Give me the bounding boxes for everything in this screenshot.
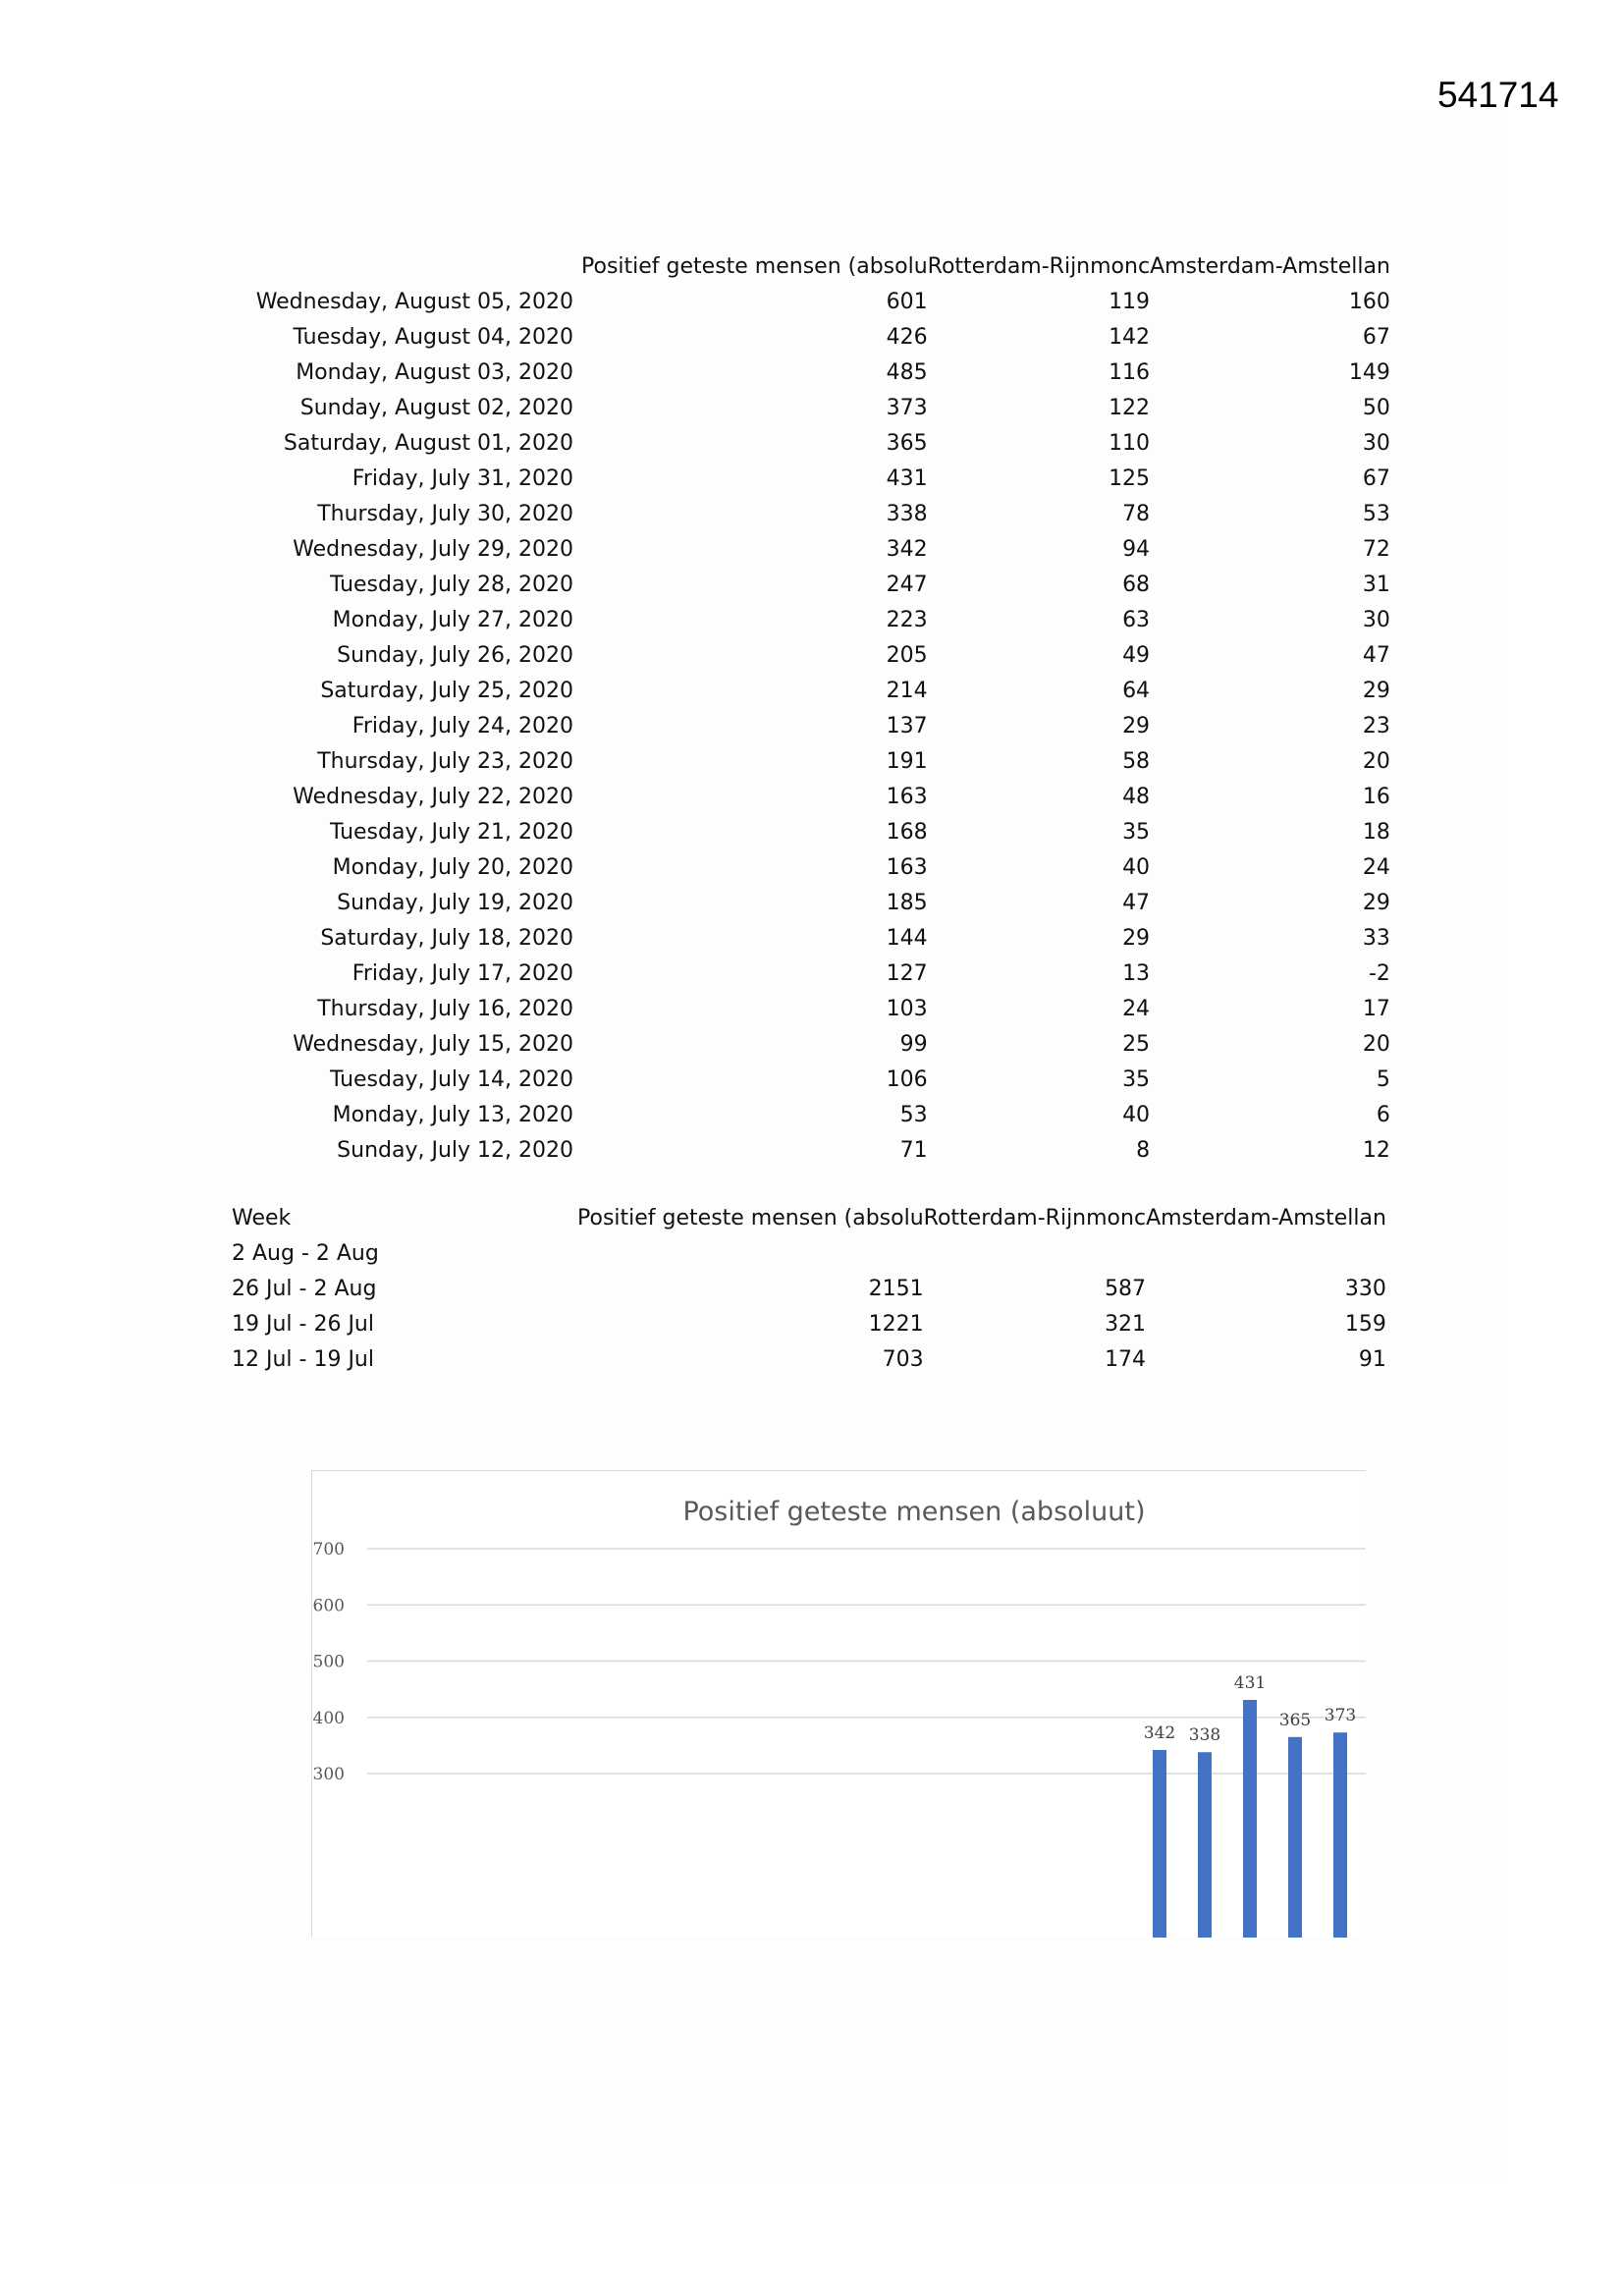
row-date: Wednesday, July 29, 2020 (293, 536, 573, 562)
row-amsterdam: 50 (1362, 395, 1390, 420)
row-amsterdam: 6 (1376, 1102, 1390, 1127)
row-date: Friday, July 24, 2020 (352, 713, 573, 738)
table-row (232, 779, 1390, 814)
table-row (232, 991, 1390, 1026)
row-rotterdam: 47 (1122, 890, 1151, 915)
row-date: Wednesday, July 22, 2020 (293, 784, 573, 809)
row-date: Tuesday, July 21, 2020 (329, 819, 573, 845)
row-date: Monday, July 20, 2020 (332, 854, 573, 880)
y-tick-label: 500 (312, 1652, 345, 1672)
week-rotterdam: 587 (1105, 1276, 1147, 1301)
weekly-header-rotterdam: Rotterdam-Rijnmonc (923, 1205, 1147, 1230)
row-date: Saturday, August 01, 2020 (283, 430, 573, 456)
row-rotterdam: 35 (1122, 819, 1151, 845)
bar-value-label: 338 (1188, 1725, 1221, 1746)
row-date: Friday, July 17, 2020 (352, 960, 573, 986)
table-row (232, 849, 1390, 885)
weekly-header-amsterdam: Amsterdam-Amstellan (1146, 1205, 1386, 1230)
row-amsterdam: 16 (1362, 784, 1390, 809)
bar-value-label: 365 (1278, 1710, 1312, 1730)
week-rotterdam: 321 (1105, 1311, 1147, 1337)
header-date (232, 248, 577, 284)
row-positive-tested: 338 (886, 501, 928, 526)
week-range: 12 Jul - 19 Jul (232, 1346, 374, 1372)
row-amsterdam: 160 (1348, 289, 1390, 314)
table-row (232, 708, 1390, 743)
header-week: Week (232, 1205, 292, 1230)
chart-y-axis (313, 1540, 345, 1784)
week-positive-tested: 1221 (868, 1311, 924, 1337)
row-rotterdam: 78 (1122, 501, 1151, 526)
table-row (232, 425, 1390, 461)
chart-title: Positief geteste mensen (absoluut) (682, 1497, 1146, 1527)
week-positive-tested (573, 1235, 924, 1271)
row-positive-tested: 163 (886, 784, 928, 809)
row-amsterdam: 20 (1362, 1031, 1390, 1057)
row-positive-tested: 601 (886, 289, 928, 314)
row-date: Tuesday, July 14, 2020 (329, 1066, 573, 1092)
row-date: Sunday, July 26, 2020 (337, 642, 573, 668)
y-tick-label: 700 (312, 1540, 345, 1559)
table-row (232, 602, 1390, 637)
table-row (232, 390, 1390, 425)
row-rotterdam: 24 (1122, 996, 1151, 1021)
week-rotterdam: 174 (1105, 1346, 1147, 1372)
row-amsterdam: 53 (1362, 501, 1390, 526)
bar (1288, 1737, 1302, 1938)
table-row (232, 885, 1390, 920)
bar-value-label: 431 (1233, 1673, 1267, 1694)
week-positive-tested: 703 (882, 1346, 924, 1372)
row-amsterdam: 72 (1362, 536, 1390, 562)
y-tick-label: 600 (312, 1596, 345, 1616)
row-positive-tested: 426 (886, 324, 928, 350)
row-date: Monday, August 03, 2020 (296, 359, 573, 385)
row-rotterdam: 29 (1122, 713, 1151, 738)
row-positive-tested: 431 (886, 465, 928, 491)
weekly-row (232, 1271, 1386, 1306)
row-rotterdam: 110 (1109, 430, 1151, 456)
table-row (232, 567, 1390, 602)
row-rotterdam: 63 (1122, 607, 1151, 632)
row-date: Sunday, August 02, 2020 (299, 395, 573, 420)
row-rotterdam: 116 (1109, 359, 1151, 385)
row-positive-tested: 163 (886, 854, 928, 880)
weekly-table-body (232, 1235, 1386, 1377)
row-rotterdam: 122 (1109, 395, 1151, 420)
row-positive-tested: 373 (886, 395, 928, 420)
row-positive-tested: 365 (886, 430, 928, 456)
row-positive-tested: 144 (886, 925, 928, 951)
row-date: Sunday, July 19, 2020 (337, 890, 573, 915)
table-row (232, 956, 1390, 991)
weekly-row (232, 1341, 1386, 1377)
row-rotterdam: 68 (1122, 572, 1151, 597)
row-amsterdam: 29 (1362, 890, 1390, 915)
row-amsterdam: 47 (1362, 642, 1390, 668)
row-amsterdam: -2 (1368, 960, 1390, 986)
daily-table (232, 248, 1390, 1168)
row-rotterdam: 142 (1109, 324, 1151, 350)
row-date: Thursday, July 16, 2020 (317, 996, 573, 1021)
row-date: Monday, July 27, 2020 (332, 607, 573, 632)
table-row (232, 743, 1390, 779)
row-positive-tested: 103 (886, 996, 928, 1021)
bar (1153, 1750, 1166, 1938)
row-rotterdam: 49 (1122, 642, 1151, 668)
row-date: Sunday, July 12, 2020 (337, 1137, 573, 1163)
row-rotterdam: 40 (1122, 1102, 1151, 1127)
row-amsterdam: 30 (1362, 430, 1390, 456)
weekly-row (232, 1235, 1386, 1271)
bar-value-label: 373 (1324, 1706, 1357, 1726)
row-date: Thursday, July 30, 2020 (317, 501, 573, 526)
row-amsterdam: 5 (1376, 1066, 1390, 1092)
table-row (232, 319, 1390, 355)
weekly-row (232, 1306, 1386, 1341)
table-row (232, 284, 1390, 319)
row-amsterdam: 33 (1362, 925, 1390, 951)
row-rotterdam: 64 (1122, 678, 1151, 703)
y-tick-label: 300 (312, 1765, 345, 1784)
bar-chart-svg (312, 1471, 1366, 1938)
row-positive-tested: 168 (886, 819, 928, 845)
table-row (232, 1097, 1390, 1132)
row-rotterdam: 8 (1136, 1137, 1151, 1163)
row-rotterdam: 29 (1122, 925, 1151, 951)
table-row (232, 920, 1390, 956)
row-positive-tested: 223 (886, 607, 928, 632)
weekly-table (232, 1200, 1386, 1377)
bar-chart (311, 1470, 1366, 1938)
row-date: Tuesday, July 28, 2020 (329, 572, 573, 597)
row-amsterdam: 23 (1362, 713, 1390, 738)
row-rotterdam: 119 (1109, 289, 1151, 314)
row-amsterdam: 149 (1348, 359, 1390, 385)
row-rotterdam: 94 (1122, 536, 1151, 562)
daily-table-body (232, 284, 1390, 1168)
table-row (232, 637, 1390, 673)
row-rotterdam: 58 (1122, 748, 1151, 774)
week-rotterdam (924, 1235, 1146, 1271)
row-positive-tested: 485 (886, 359, 928, 385)
row-positive-tested: 214 (886, 678, 928, 703)
table-row (232, 814, 1390, 849)
document-id: 541714 (1437, 75, 1559, 115)
table-row (232, 461, 1390, 496)
row-date: Tuesday, August 04, 2020 (293, 324, 573, 350)
row-rotterdam: 40 (1122, 854, 1151, 880)
weekly-header-positive-tested: Positief geteste mensen (absolu (577, 1205, 924, 1230)
week-amsterdam: 330 (1344, 1276, 1386, 1301)
row-date: Thursday, July 23, 2020 (317, 748, 573, 774)
row-positive-tested: 71 (899, 1137, 928, 1163)
table-row (232, 1062, 1390, 1097)
row-date: Wednesday, July 15, 2020 (293, 1031, 573, 1057)
row-date: Friday, July 31, 2020 (352, 465, 573, 491)
row-date: Wednesday, August 05, 2020 (255, 289, 573, 314)
week-range: 26 Jul - 2 Aug (232, 1276, 377, 1301)
table-row (232, 496, 1390, 531)
table-row (232, 1026, 1390, 1062)
weekly-table-header (232, 1200, 1386, 1235)
week-range: 19 Jul - 26 Jul (232, 1311, 374, 1337)
header-amsterdam: Amsterdam-Amstellan (1150, 253, 1390, 279)
row-amsterdam: 67 (1362, 465, 1390, 491)
row-amsterdam: 24 (1362, 854, 1390, 880)
row-rotterdam: 25 (1122, 1031, 1151, 1057)
row-positive-tested: 247 (886, 572, 928, 597)
row-amsterdam: 30 (1362, 607, 1390, 632)
row-positive-tested: 205 (886, 642, 928, 668)
row-amsterdam: 31 (1362, 572, 1390, 597)
row-amsterdam: 12 (1362, 1137, 1390, 1163)
row-positive-tested: 106 (886, 1066, 928, 1092)
bar (1243, 1700, 1257, 1938)
row-positive-tested: 185 (886, 890, 928, 915)
chart-bars (1153, 1700, 1347, 1938)
week-amsterdam: 159 (1344, 1311, 1386, 1337)
row-positive-tested: 127 (886, 960, 928, 986)
table-row (232, 673, 1390, 708)
week-positive-tested: 2151 (868, 1276, 924, 1301)
row-date: Saturday, July 18, 2020 (320, 925, 573, 951)
row-date: Monday, July 13, 2020 (332, 1102, 573, 1127)
row-rotterdam: 125 (1109, 465, 1151, 491)
row-date: Saturday, July 25, 2020 (320, 678, 573, 703)
bar-value-label: 342 (1143, 1722, 1176, 1743)
row-amsterdam: 18 (1362, 819, 1390, 845)
y-tick-label: 400 (312, 1708, 345, 1728)
row-rotterdam: 48 (1122, 784, 1151, 809)
week-amsterdam (1146, 1235, 1386, 1271)
daily-table-header (232, 248, 1390, 284)
row-positive-tested: 53 (899, 1102, 928, 1127)
week-amsterdam: 91 (1358, 1346, 1386, 1372)
row-rotterdam: 13 (1122, 960, 1151, 986)
bar (1198, 1752, 1212, 1938)
row-positive-tested: 191 (886, 748, 928, 774)
row-rotterdam: 35 (1122, 1066, 1151, 1092)
row-amsterdam: 29 (1362, 678, 1390, 703)
row-positive-tested: 137 (886, 713, 928, 738)
row-amsterdam: 17 (1362, 996, 1390, 1021)
week-range: 2 Aug - 2 Aug (232, 1240, 379, 1266)
table-row (232, 531, 1390, 567)
table-row (232, 355, 1390, 390)
row-amsterdam: 67 (1362, 324, 1390, 350)
header-rotterdam: Rotterdam-Rijnmonc (927, 253, 1151, 279)
header-positive-tested: Positief geteste mensen (absolu (581, 253, 928, 279)
row-amsterdam: 20 (1362, 748, 1390, 774)
table-row (232, 1132, 1390, 1168)
bar (1333, 1732, 1347, 1938)
row-positive-tested: 342 (886, 536, 928, 562)
row-positive-tested: 99 (899, 1031, 928, 1057)
